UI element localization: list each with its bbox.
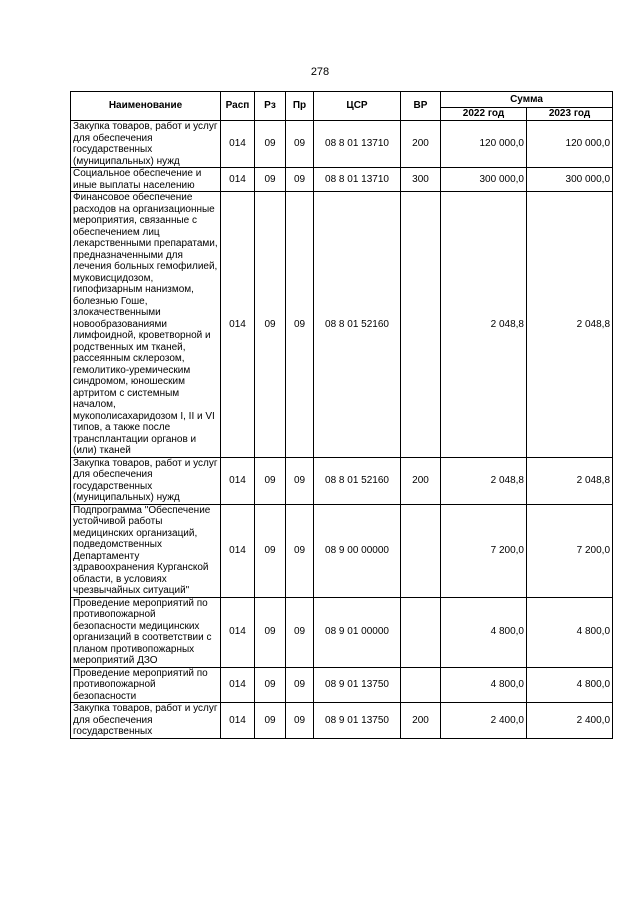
row-sum-2023: 2 048,8: [527, 457, 613, 504]
row-name: Проведение мероприятий по противопожарной безопасности медицинских организаций в соответствии с планом противопожарных мероприятий ДЗО: [71, 597, 221, 667]
row-csr: 08 9 00 00000: [314, 504, 401, 597]
row-name: Закупка товаров, работ и услуг для обеспечения государственных (муниципальных) нужд: [71, 121, 221, 168]
row-sum-2022: 120 000,0: [441, 121, 527, 168]
header-name: Наименование: [71, 92, 221, 121]
row-pr: 09: [286, 597, 314, 667]
row-rasp: 014: [221, 457, 255, 504]
row-pr: 09: [286, 667, 314, 703]
row-csr: 08 9 01 13750: [314, 703, 401, 739]
row-sum-2023: 2 048,8: [527, 192, 613, 458]
row-csr: 08 9 01 13750: [314, 667, 401, 703]
row-rasp: 014: [221, 192, 255, 458]
header-2023: 2023 год: [527, 108, 613, 121]
row-csr: 08 8 01 52160: [314, 457, 401, 504]
row-sum-2022: 300 000,0: [441, 168, 527, 192]
table-row: [71, 121, 613, 168]
table-row: [71, 667, 613, 703]
header-rz: Рз: [255, 92, 286, 121]
row-rasp: 014: [221, 703, 255, 739]
row-rz: 09: [255, 457, 286, 504]
header-vr: ВР: [401, 92, 441, 121]
header-csr: ЦСР: [314, 92, 401, 121]
row-rz: 09: [255, 597, 286, 667]
row-vr: [401, 597, 441, 667]
row-name: Закупка товаров, работ и услуг для обеспечения государственных: [71, 703, 221, 739]
row-rz: 09: [255, 168, 286, 192]
row-name: Проведение мероприятий по противопожарной безопасности: [71, 667, 221, 703]
row-vr: 300: [401, 168, 441, 192]
row-pr: 09: [286, 504, 314, 597]
row-sum-2023: 300 000,0: [527, 168, 613, 192]
row-vr: 200: [401, 457, 441, 504]
row-vr: 200: [401, 703, 441, 739]
header-sum: Сумма: [441, 92, 613, 108]
page-number: 278: [310, 66, 330, 78]
row-rz: 09: [255, 192, 286, 458]
row-pr: 09: [286, 457, 314, 504]
table-row: [71, 192, 613, 458]
row-rz: 09: [255, 667, 286, 703]
row-name: Подпрограмма "Обеспечение устойчивой работы медицинских организаций, подведомственных Департаменту здравоохранения Курганской области, в условиях чрезвычайных ситуаций": [71, 504, 221, 597]
row-name: Финансовое обеспечение расходов на организационные мероприятия, связанные с обеспечением лиц лекарственными препаратами, предназначенными для лечения больных гемофилией, муковисцидозом, гипофизарным нанизмом, болезнью Гоше, злокачественными новообразованиями лимфоидной, кроветворной и родственных им тканей, рассеянным склерозом, гемолитико-уремическим синдромом, юношеским артритом с системным началом, мукополисахаридозом I, II и VI типов, а также после трансплантации органов и (или) тканей: [71, 192, 221, 458]
row-vr: [401, 667, 441, 703]
row-name: Закупка товаров, работ и услуг для обеспечения государственных (муниципальных) нужд: [71, 457, 221, 504]
header-2022: 2022 год: [441, 108, 527, 121]
row-sum-2022: 2 048,8: [441, 457, 527, 504]
row-sum-2022: 4 800,0: [441, 597, 527, 667]
budget-table: [70, 91, 613, 739]
header-row: [71, 92, 613, 108]
row-csr: 08 9 01 00000: [314, 597, 401, 667]
table-row: [71, 504, 613, 597]
table-row: [71, 457, 613, 504]
row-vr: [401, 192, 441, 458]
row-csr: 08 8 01 13710: [314, 168, 401, 192]
row-sum-2023: 7 200,0: [527, 504, 613, 597]
row-csr: 08 8 01 52160: [314, 192, 401, 458]
row-rz: 09: [255, 121, 286, 168]
row-rasp: 014: [221, 168, 255, 192]
header-pr: Пр: [286, 92, 314, 121]
row-rasp: 014: [221, 504, 255, 597]
row-sum-2022: 2 400,0: [441, 703, 527, 739]
row-pr: 09: [286, 192, 314, 458]
row-rasp: 014: [221, 597, 255, 667]
table-row: [71, 168, 613, 192]
row-sum-2022: 2 048,8: [441, 192, 527, 458]
header-rasp: Расп: [221, 92, 255, 121]
row-rasp: 014: [221, 121, 255, 168]
row-sum-2022: 7 200,0: [441, 504, 527, 597]
row-rz: 09: [255, 703, 286, 739]
row-pr: 09: [286, 703, 314, 739]
row-sum-2022: 4 800,0: [441, 667, 527, 703]
row-sum-2023: 2 400,0: [527, 703, 613, 739]
row-vr: 200: [401, 121, 441, 168]
row-sum-2023: 4 800,0: [527, 667, 613, 703]
row-name: Социальное обеспечение и иные выплаты населению: [71, 168, 221, 192]
row-rasp: 014: [221, 667, 255, 703]
row-vr: [401, 504, 441, 597]
row-rz: 09: [255, 504, 286, 597]
row-csr: 08 8 01 13710: [314, 121, 401, 168]
row-sum-2023: 4 800,0: [527, 597, 613, 667]
row-pr: 09: [286, 121, 314, 168]
table-row: [71, 703, 613, 739]
table-row: [71, 597, 613, 667]
row-sum-2023: 120 000,0: [527, 121, 613, 168]
row-pr: 09: [286, 168, 314, 192]
